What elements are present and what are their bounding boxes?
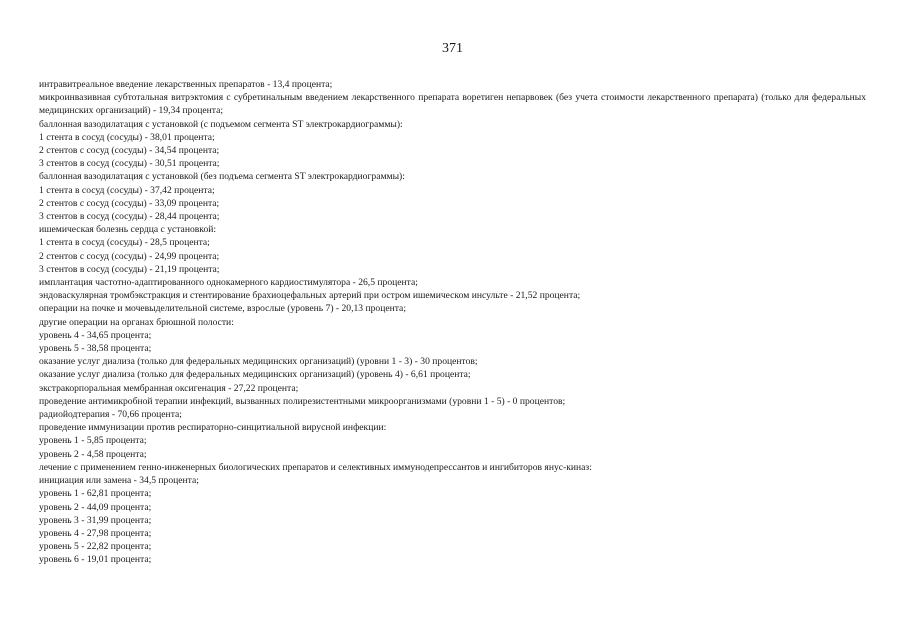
text-line: уровень 1 - 62,81 процента;: [39, 488, 152, 500]
text-line: уровень 1 - 5,85 процента;: [39, 435, 147, 447]
text-line: микроинвазивная субтотальная витрэктомия с субретинальным введением лекарственного препарата воретиген непарвовек (без учета стоимости лекарственного препарата) (только для федеральных медицинских организаций) - 19,34 процента;: [39, 92, 866, 117]
text-line: баллонная вазодилатация с установкой (без подъема сегмента ST электрокардиограммы):: [39, 171, 405, 183]
text-line: уровень 5 - 22,82 процента;: [39, 541, 152, 553]
text-line: уровень 5 - 38,58 процента;: [39, 343, 152, 355]
text-line: радиойодтерапия - 70,66 процента;: [39, 409, 182, 421]
text-line: лечение с применением генно-инженерных биологических препаратов и селективных иммунодепрессантов и ингибиторов янус-киназ:: [39, 461, 592, 473]
text-line: 2 стентов с сосуд (сосуды) - 33,09 процента;: [39, 197, 220, 209]
text-line: инициация или замена - 34,5 процента;: [39, 475, 199, 487]
text-line: интравитреальное введение лекарственных препаратов - 13,4 процента;: [39, 79, 333, 90]
text-line: оказание услуг диализа (только для федеральных медицинских организаций) (уровни 1 - 3) - 30 процентов;: [39, 356, 478, 368]
text-line: 3 стентов в сосуд (сосуды) - 28,44 процента;: [39, 211, 220, 223]
text-line: 3 стентов в сосуд (сосуды) - 21,19 процента;: [39, 263, 220, 275]
text-line: уровень 2 - 4,58 процента;: [39, 448, 147, 460]
text-line: экстракорпоральная мембранная оксигенация - 27,22 процента;: [39, 382, 299, 394]
text-line: другие операции на органах брюшной полости:: [39, 316, 234, 328]
text-line: баллонная вазодилатация с установкой (с подъемом сегмента ST электрокардиограммы):: [39, 118, 403, 130]
text-line: 2 стентов с сосуд (сосуды) - 24,99 процента;: [39, 250, 220, 262]
text-line: операции на почке и мочевыделительной системе, взрослые (уровень 7) - 20,13 процента;: [39, 303, 406, 315]
text-line: проведение антимикробной терапии инфекций, вызванных полирезистентными микроорганизмами (уровни 1 - 5) - 0 процентов;: [39, 395, 566, 407]
page-number: 371: [442, 41, 463, 56]
text-line: уровень 3 - 31,99 процента;: [39, 514, 152, 526]
text-line: 3 стентов в сосуд (сосуды) - 30,51 процента;: [39, 158, 220, 170]
text-line: ишемическая болезнь сердца с установкой:: [39, 224, 217, 236]
text-line: 2 стентов с сосуд (сосуды) - 34,54 процента;: [39, 145, 220, 157]
text-line: 1 стента в сосуд (сосуды) - 28,5 процента;: [39, 237, 210, 249]
document-body: [39, 78, 866, 567]
text-line: 1 стента в сосуд (сосуды) - 38,01 процента;: [39, 131, 215, 143]
text-line: уровень 2 - 44,09 процента;: [39, 501, 152, 513]
text-line: оказание услуг диализа (только для федеральных медицинских организаций) (уровень 4) - 6,61 процента;: [39, 369, 471, 381]
text-line: эндоваскулярная тромбэкстракция и стентирование брахиоцефальных артерий при остром ишемическом инсульте - 21,52 процента;: [39, 290, 581, 302]
text-line: уровень 4 - 34,65 процента;: [39, 329, 152, 341]
text-line: проведение иммунизации против респираторно-синцитиальной вирусной инфекции:: [39, 422, 387, 434]
text-line: уровень 6 - 19,01 процента;: [39, 554, 152, 566]
text-line: уровень 4 - 27,98 процента;: [39, 527, 152, 539]
text-line: 1 стента в сосуд (сосуды) - 37,42 процента;: [39, 184, 215, 196]
text-line: имплантация частотно-адаптированного однокамерного кардиостимулятора - 26,5 процента;: [39, 277, 418, 289]
